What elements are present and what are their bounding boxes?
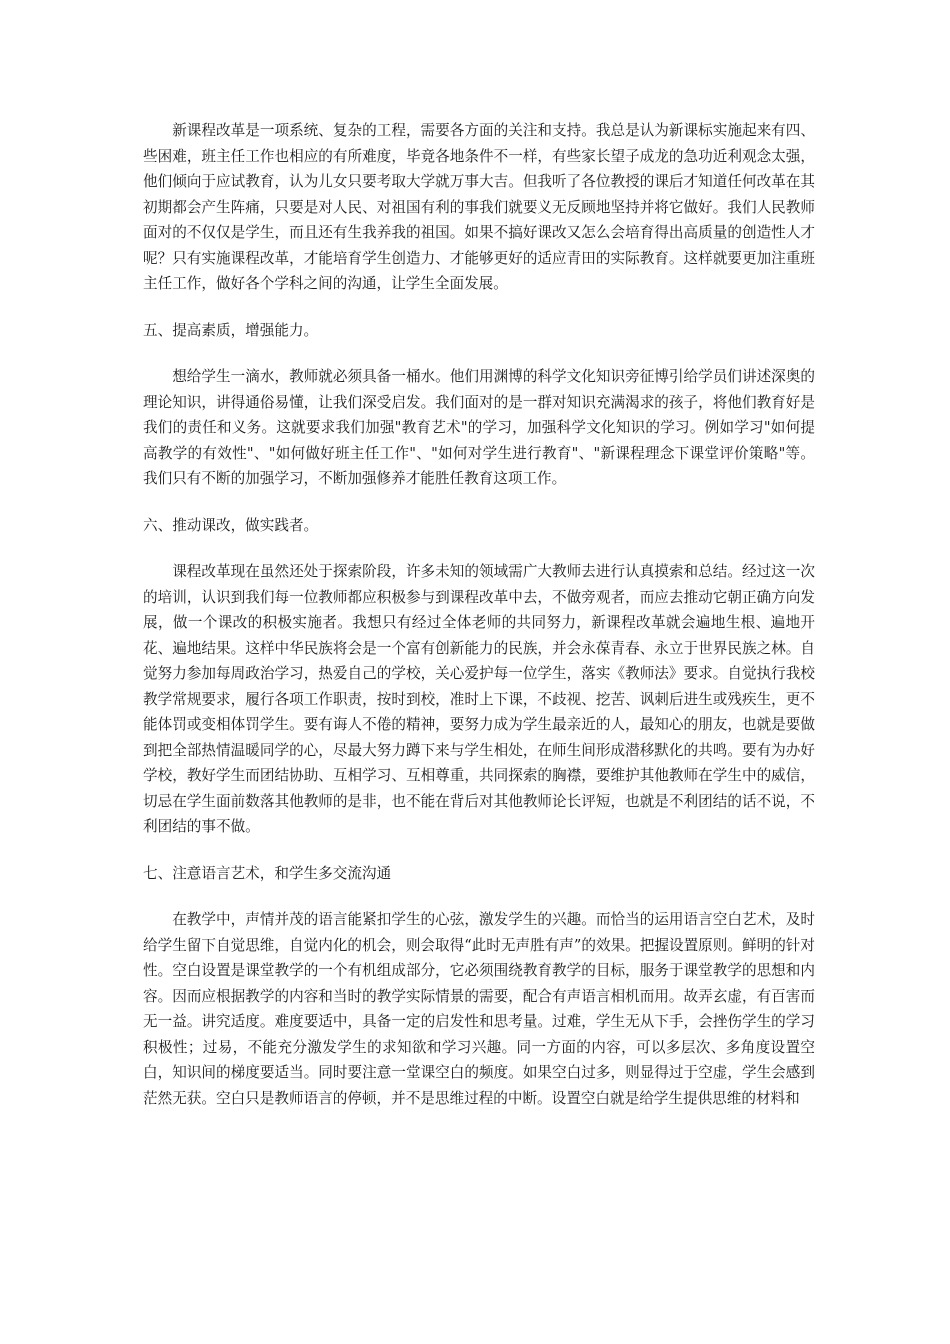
paragraph-gap — [143, 840, 815, 861]
paragraph-gap — [143, 343, 815, 364]
section-heading-five: 五、提高素质，增强能力。 — [143, 321, 319, 339]
paragraph-gap — [143, 538, 815, 559]
section-heading-seven: 七、注意语言艺术，和学生多交流沟通 — [143, 864, 392, 882]
paragraph-improve-quality: 想给学生一滴水，教师就必须具备一桶水。他们用渊博的科学文化知识旁征博引给学员们讲述深奥的理论知识，讲得通俗易懂，让我们深受启发。我们面对的是一群对知识充满渴求的孩子，将他们教育好是我们的责任和义务。这就要求我们加强"教育艺术"的学习，加强科学文化知识的学习。例如学习"如何提高教学的有效性"、"如何做好班主任工作"、"如何对学生进行教育"、"新课程理念下课堂评价策略"等。我们只有不断的加强学习，不断加强修养才能胜任教育这项工作。 — [143, 368, 815, 487]
paragraph-curriculum-reform-intro: 新课程改革是一项系统、复杂的工程，需要各方面的关注和支持。我总是认为新课标实施起来有四、些困难，班主任工作也相应的有所难度，毕竟各地条件不一样，有些家长望子成龙的急功近利观念太强，他们倾向于应试教育，认为儿女只要考取大学就万事大吉。但我听了各位教授的课后才知道任何改革在其初期都会产生阵痛，只要是对人民、对祖国有利的事我们就要义无反顾地坚持并将它做好。我们人民教师面对的不仅仅是学生，而且还有生我养我的祖国。如果不搞好课改又怎么会培育得出高质量的创造性人才呢？只有实施课程改革，才能培育学生创造力、才能够更好的适应青田的实际教育。这样就要更加注重班主任工作，做好各个学科之间的沟通，让学生全面发展。 — [143, 122, 815, 292]
paragraph-gap — [143, 492, 815, 513]
paragraph-promote-reform: 课程改革现在虽然还处于探索阶段，许多未知的领域需广大教师去进行认真摸索和总结。经过这一次的培训，认识到我们每一位教师都应积极参与到课程改革中去，不做旁观者，而应去推动它朝正确方向发展，做一个课改的积极实施者。我想只有经过全体老师的共同努力，新课程改革就会遍地生根、遍地开花、遍地结果。这样中华民族将会是一个富有创新能力的民族，并会永葆青春、永立于世界民族之林。自觉努力参加每周政治学习，热爱自己的学校，关心爱护每一位学生，落实《教师法》要求。自觉执行我校教学常规要求，履行各项工作职责，按时到校，准时上下课，不歧视、挖苦、讽刺后进生或残疾生，更不能体罚或变相体罚学生。要有诲人不倦的精神，要努力成为学生最亲近的人，最知心的朋友，也就是要做到把全部热情温暖同学的心，尽最大努力蹲下来与学生相处，在师生间形成潜移默化的共鸣。要有为办好学校，教好学生而团结协助、互相学习、互相尊重，共同探索的胸襟，要维护其他教师在学生中的威信，切忌在学生面前数落其他教师的是非，也不能在背后对其他教师论长评短，也就是不利团结的话不说，不利团结的事不做。 — [143, 563, 815, 835]
section-heading-six: 六、推动课改，做实践者。 — [143, 516, 319, 534]
paragraph-gap — [143, 886, 815, 907]
paragraph-language-art: 在教学中，声情并茂的语言能紧扣学生的心弦，激发学生的兴趣。而恰当的运用语言空白艺术，及时给学生留下自觉思维，自觉内化的机会，则会取得“此时无声胜有声”的效果。把握设置原则。鲜明的针对性。空白设置是课堂教学的一个有机组成部分，它必须围绕教育教学的目标，服务于课堂教学的思想和内容。因而应根据教学的内容和当时的教学实际情景的需要，配合有声语言相机而用。故弄玄虚，有百害而无一益。讲究适度。难度要适中，具备一定的启发性和思考量。过难，学生无从下手，会挫伤学生的学习积极性；过易，不能充分激发学生的求知欲和学习兴趣。同一方面的内容，可以多层次、多角度设置空白，知识间的梯度要适当。同时要注意一堂课空白的频度。如果空白过多，则显得过于空虚，学生会感到茫然无获。空白只是教师语言的停顿，并不是思维过程的中断。设置空白就是给学生提供思维的材料和 — [143, 911, 815, 1107]
paragraph-gap — [143, 297, 815, 318]
document-body — [143, 118, 815, 1111]
